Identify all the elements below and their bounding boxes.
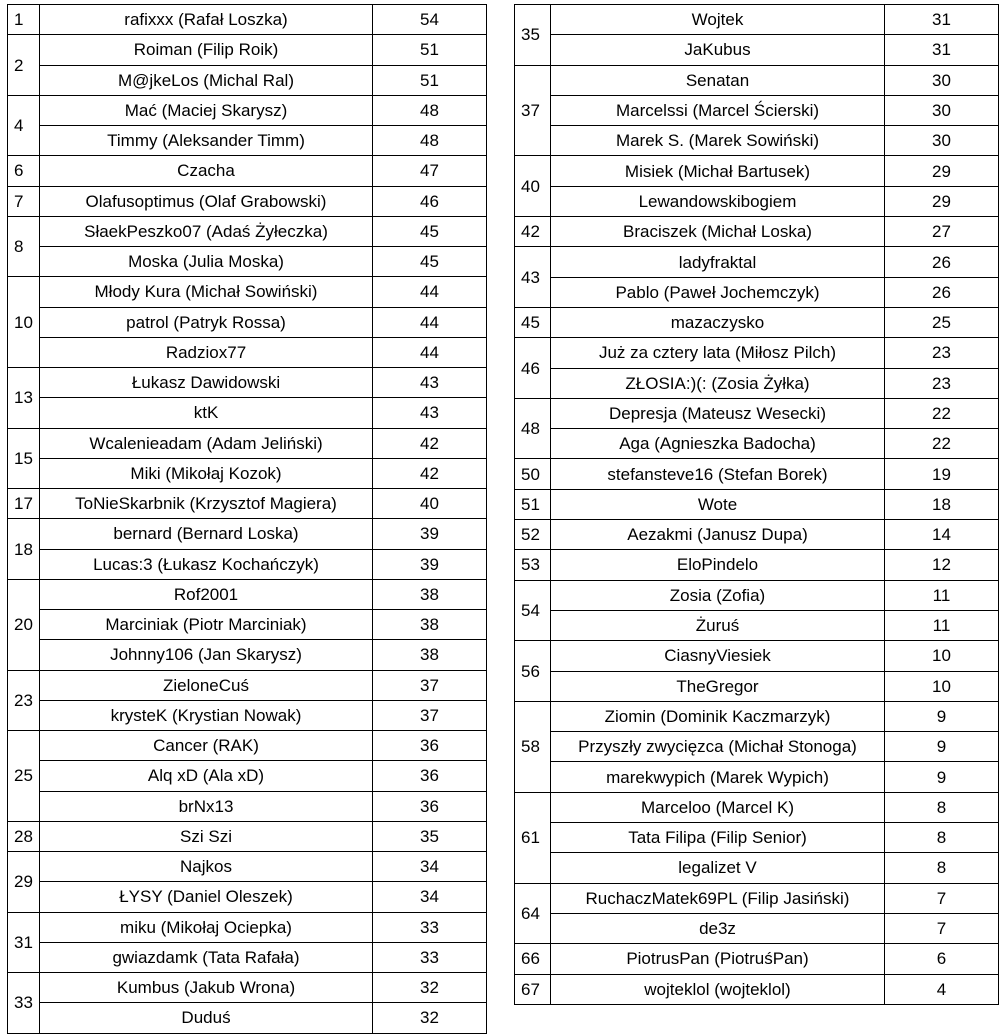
score-cell: 33 [373,912,487,942]
player-name-cell: stefansteve16 (Stefan Borek) [551,459,885,489]
score-cell: 32 [373,1003,487,1033]
rank-cell: 56 [515,641,551,702]
score-cell: 43 [373,398,487,428]
player-name-cell: PiotrusPan (PiotruśPan) [551,944,885,974]
player-name-cell: Pablo (Paweł Jochemczyk) [551,277,885,307]
player-name-cell: Lewandowskibogiem [551,186,885,216]
rank-cell: 15 [8,428,40,489]
player-name-cell: Młody Kura (Michał Sowiński) [40,277,373,307]
score-cell: 54 [373,5,487,35]
player-name-cell: Braciszek (Michał Loska) [551,217,885,247]
ranking-table-right [514,4,999,1005]
score-cell: 9 [885,701,999,731]
score-cell: 43 [373,368,487,398]
table-row [515,701,999,731]
table-row [8,1003,487,1033]
table-row [515,5,999,35]
score-cell: 38 [373,579,487,609]
ranking-table-right-body [515,5,999,1005]
score-cell: 40 [373,489,487,519]
score-cell: 37 [373,700,487,730]
table-row [515,186,999,216]
rank-cell: 13 [8,368,40,429]
score-cell: 4 [885,974,999,1004]
rank-cell: 40 [515,156,551,217]
score-cell: 8 [885,853,999,883]
score-cell: 9 [885,732,999,762]
score-cell: 39 [373,549,487,579]
score-cell: 11 [885,610,999,640]
table-row [515,610,999,640]
score-cell: 30 [885,65,999,95]
rank-cell: 7 [8,186,40,216]
table-row [515,35,999,65]
score-cell: 6 [885,944,999,974]
player-name-cell: Radziox77 [40,337,373,367]
table-row [515,913,999,943]
player-name-cell: Łukasz Dawidowski [40,368,373,398]
player-name-cell: Timmy (Aleksander Timm) [40,126,373,156]
rank-cell: 2 [8,35,40,96]
table-row [8,186,487,216]
rank-cell: 20 [8,579,40,670]
score-cell: 18 [885,489,999,519]
table-row [8,942,487,972]
rank-cell: 10 [8,277,40,368]
player-name-cell: Żuruś [551,610,885,640]
table-row [8,5,487,35]
score-cell: 30 [885,126,999,156]
player-name-cell: Marceloo (Marcel K) [551,792,885,822]
rank-cell: 6 [8,156,40,186]
player-name-cell: Ziomin (Dominik Kaczmarzyk) [551,701,885,731]
score-cell: 45 [373,247,487,277]
table-row [515,126,999,156]
player-name-cell: Depresja (Mateusz Wesecki) [551,398,885,428]
table-row [515,368,999,398]
score-cell: 51 [373,65,487,95]
rank-cell: 45 [515,307,551,337]
score-cell: 45 [373,216,487,246]
score-cell: 48 [373,126,487,156]
table-row [515,338,999,368]
player-name-cell: wojteklol (wojteklol) [551,974,885,1004]
rank-cell: 8 [8,216,40,277]
score-cell: 36 [373,761,487,791]
player-name-cell: brNx13 [40,791,373,821]
score-cell: 44 [373,337,487,367]
table-row [515,974,999,1004]
score-cell: 44 [373,307,487,337]
table-row [515,429,999,459]
rank-cell: 48 [515,398,551,459]
score-cell: 7 [885,883,999,913]
ranking-table-left-body [8,5,487,1034]
rank-cell: 29 [8,852,40,913]
score-cell: 46 [373,186,487,216]
player-name-cell: Senatan [551,65,885,95]
player-name-cell: miku (Mikołaj Ociepka) [40,912,373,942]
player-name-cell: Przyszły zwycięzca (Michał Stonoga) [551,732,885,762]
table-row [8,579,487,609]
rank-cell: 54 [515,580,551,641]
player-name-cell: CiasnyViesiek [551,641,885,671]
table-row [8,156,487,186]
score-cell: 34 [373,852,487,882]
rank-cell: 35 [515,5,551,66]
player-name-cell: Szi Szi [40,821,373,851]
ranking-table-left [7,4,487,1034]
table-row [515,489,999,519]
rank-cell: 43 [515,247,551,308]
table-row [515,398,999,428]
rank-cell: 42 [515,217,551,247]
table-row [8,216,487,246]
rank-cell: 25 [8,731,40,822]
rank-cell: 37 [515,65,551,156]
score-cell: 31 [885,5,999,35]
player-name-cell: ZieloneCuś [40,670,373,700]
score-cell: 36 [373,731,487,761]
player-name-cell: patrol (Patryk Rossa) [40,307,373,337]
rank-cell: 66 [515,944,551,974]
table-row [515,944,999,974]
table-row [8,368,487,398]
table-row [8,549,487,579]
score-cell: 11 [885,580,999,610]
player-name-cell: Marcelssi (Marcel Ścierski) [551,95,885,125]
score-cell: 23 [885,368,999,398]
table-row [8,700,487,730]
table-row [515,156,999,186]
table-row [515,307,999,337]
player-name-cell: Cancer (RAK) [40,731,373,761]
score-cell: 8 [885,792,999,822]
player-name-cell: Johnny106 (Jan Skarysz) [40,640,373,670]
table-row [8,398,487,428]
score-cell: 35 [373,821,487,851]
table-row [515,550,999,580]
rank-cell: 58 [515,701,551,792]
score-cell: 33 [373,942,487,972]
player-name-cell: Wote [551,489,885,519]
player-name-cell: de3z [551,913,885,943]
table-row [8,912,487,942]
table-row [8,65,487,95]
score-cell: 9 [885,762,999,792]
player-name-cell: legalizet V [551,853,885,883]
score-cell: 25 [885,307,999,337]
player-name-cell: M@jkeLos (Michal Ral) [40,65,373,95]
table-row [8,95,487,125]
player-name-cell: Aezakmi (Janusz Dupa) [551,520,885,550]
player-name-cell: Wcalenieadam (Adam Jeliński) [40,428,373,458]
table-row [515,823,999,853]
player-name-cell: Marciniak (Piotr Marciniak) [40,610,373,640]
score-cell: 47 [373,156,487,186]
table-row [515,459,999,489]
player-name-cell: Olafusoptimus (Olaf Grabowski) [40,186,373,216]
table-row [515,853,999,883]
rank-cell: 31 [8,912,40,973]
player-name-cell: Aga (Agnieszka Badocha) [551,429,885,459]
score-cell: 22 [885,429,999,459]
score-cell: 26 [885,247,999,277]
rank-cell: 46 [515,338,551,399]
player-name-cell: marekwypich (Marek Wypich) [551,762,885,792]
score-cell: 39 [373,519,487,549]
score-cell: 34 [373,882,487,912]
player-name-cell: ŁYSY (Daniel Oleszek) [40,882,373,912]
table-row [8,670,487,700]
player-name-cell: Rof2001 [40,579,373,609]
player-name-cell: Mać (Maciej Skarysz) [40,95,373,125]
player-name-cell: RuchaczMatek69PL (Filip Jasiński) [551,883,885,913]
table-row [8,731,487,761]
table-row [8,519,487,549]
player-name-cell: Zosia (Zofia) [551,580,885,610]
player-name-cell: Najkos [40,852,373,882]
score-cell: 42 [373,458,487,488]
table-row [8,428,487,458]
player-name-cell: Misiek (Michał Bartusek) [551,156,885,186]
rank-cell: 28 [8,821,40,851]
player-name-cell: ktK [40,398,373,428]
table-row [8,852,487,882]
rank-cell: 23 [8,670,40,731]
player-name-cell: Marek S. (Marek Sowiński) [551,126,885,156]
score-cell: 37 [373,670,487,700]
rank-cell: 17 [8,489,40,519]
score-cell: 10 [885,671,999,701]
player-name-cell: ZŁOSIA:)(: (Zosia Żyłka) [551,368,885,398]
table-row [515,641,999,671]
table-row [8,337,487,367]
score-cell: 22 [885,398,999,428]
player-name-cell: Kumbus (Jakub Wrona) [40,973,373,1003]
table-row [515,217,999,247]
score-cell: 29 [885,156,999,186]
score-cell: 8 [885,823,999,853]
table-row [515,247,999,277]
score-cell: 38 [373,610,487,640]
rank-cell: 61 [515,792,551,883]
player-name-cell: ToNieSkarbnik (Krzysztof Magiera) [40,489,373,519]
table-row [515,732,999,762]
player-name-cell: Lucas:3 (Łukasz Kochańczyk) [40,549,373,579]
table-row [515,65,999,95]
score-cell: 19 [885,459,999,489]
table-row [8,973,487,1003]
player-name-cell: Roiman (Filip Roik) [40,35,373,65]
score-cell: 14 [885,520,999,550]
rank-cell: 1 [8,5,40,35]
table-row [515,95,999,125]
player-name-cell: gwiazdamk (Tata Rafała) [40,942,373,972]
score-cell: 23 [885,338,999,368]
score-cell: 44 [373,277,487,307]
score-cell: 48 [373,95,487,125]
score-cell: 51 [373,35,487,65]
player-name-cell: Wojtek [551,5,885,35]
score-cell: 10 [885,641,999,671]
rank-cell: 33 [8,973,40,1034]
table-row [8,882,487,912]
rank-cell: 18 [8,519,40,580]
table-row [515,277,999,307]
player-name-cell: Czacha [40,156,373,186]
player-name-cell: Już za cztery lata (Miłosz Pilch) [551,338,885,368]
table-row [8,458,487,488]
rank-cell: 52 [515,520,551,550]
table-row [8,126,487,156]
player-name-cell: ladyfraktal [551,247,885,277]
player-name-cell: EloPindelo [551,550,885,580]
player-name-cell: SłaekPeszko07 (Adaś Żyłeczka) [40,216,373,246]
table-row [8,610,487,640]
player-name-cell: rafixxx (Rafał Loszka) [40,5,373,35]
table-row [515,580,999,610]
player-name-cell: Alq xD (Ala xD) [40,761,373,791]
player-name-cell: krysteK (Krystian Nowak) [40,700,373,730]
rank-cell: 50 [515,459,551,489]
table-row [8,307,487,337]
score-cell: 32 [373,973,487,1003]
score-cell: 29 [885,186,999,216]
player-name-cell: TheGregor [551,671,885,701]
rank-cell: 51 [515,489,551,519]
table-row [515,762,999,792]
rank-cell: 53 [515,550,551,580]
rank-cell: 4 [8,95,40,156]
table-row [8,35,487,65]
score-cell: 26 [885,277,999,307]
score-cell: 12 [885,550,999,580]
player-name-cell: Moska (Julia Moska) [40,247,373,277]
table-row [515,883,999,913]
score-cell: 31 [885,35,999,65]
table-row [515,792,999,822]
table-row [8,821,487,851]
score-cell: 42 [373,428,487,458]
player-name-cell: Tata Filipa (Filip Senior) [551,823,885,853]
table-row [8,791,487,821]
score-cell: 38 [373,640,487,670]
player-name-cell: bernard (Bernard Loska) [40,519,373,549]
rank-cell: 64 [515,883,551,944]
player-name-cell: JaKubus [551,35,885,65]
score-cell: 30 [885,95,999,125]
score-cell: 27 [885,217,999,247]
table-row [8,761,487,791]
player-name-cell: mazaczysko [551,307,885,337]
player-name-cell: Miki (Mikołaj Kozok) [40,458,373,488]
table-row [8,247,487,277]
table-row [515,520,999,550]
table-row [515,671,999,701]
score-cell: 7 [885,913,999,943]
player-name-cell: Duduś [40,1003,373,1033]
table-row [8,640,487,670]
table-row [8,489,487,519]
rank-cell: 67 [515,974,551,1004]
score-cell: 36 [373,791,487,821]
table-row [8,277,487,307]
